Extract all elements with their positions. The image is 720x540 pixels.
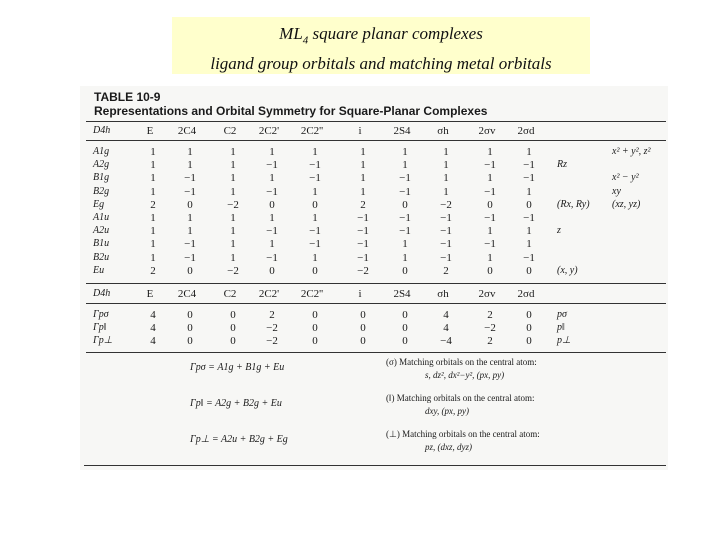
character-value: −1	[266, 225, 278, 238]
character-value: −2	[357, 264, 369, 277]
irrep-label: Eu	[93, 264, 105, 276]
character-value: 4	[443, 322, 449, 334]
scanned-table-page	[80, 86, 668, 470]
character-value: 1	[230, 185, 236, 198]
header-class: C2	[223, 288, 237, 300]
character-value: 0	[402, 322, 408, 334]
character-value: −1	[440, 212, 452, 224]
character-value: 1	[487, 251, 493, 264]
character-value: 0	[360, 335, 366, 347]
linear-rotation-basis: (Rx, Ry)	[557, 198, 590, 210]
irrep-label: B1u	[93, 238, 110, 250]
character-value: −2	[266, 335, 278, 347]
table-caption	[94, 90, 487, 118]
character-value: 0	[487, 264, 493, 277]
character-value: −1	[266, 159, 278, 172]
character-value: 1	[443, 172, 449, 185]
character-value: −1	[399, 225, 411, 238]
table-top-rule	[86, 121, 666, 122]
character-value: 0	[187, 335, 193, 347]
linear-rotation-basis: (x, y)	[557, 264, 578, 276]
character-value: −1	[523, 172, 535, 185]
character-value: 2	[487, 309, 493, 321]
character-value: 0	[402, 264, 408, 277]
character-value: 1	[487, 172, 493, 185]
character-value: 0	[402, 198, 408, 211]
header-class: 2σv	[478, 125, 496, 137]
character-value: 1	[269, 172, 275, 185]
character-value: −1	[184, 251, 196, 264]
character-value: 0	[526, 322, 532, 334]
character-value: 0	[526, 198, 532, 211]
character-value: 0	[360, 322, 366, 334]
character-value: 1	[526, 146, 532, 158]
character-value: 1	[402, 238, 408, 251]
character-value: −1	[357, 212, 369, 224]
character-value: −1	[440, 225, 452, 238]
character-value: −2	[266, 322, 278, 334]
character-value: 1	[487, 146, 493, 158]
character-value: 2	[360, 198, 366, 211]
character-value: 1	[360, 185, 366, 198]
character-value: −1	[309, 225, 321, 238]
header-class: σh	[437, 288, 449, 300]
character-value: −1	[266, 185, 278, 198]
character-value: −1	[484, 212, 496, 224]
title-line-2: ligand group orbitals and matching metal orbitals	[210, 54, 552, 74]
header-rule-2	[86, 303, 666, 304]
character-value: −1	[440, 238, 452, 251]
irrep-label: B2g	[93, 185, 110, 197]
character-value: 0	[230, 335, 236, 347]
character-value: 2	[487, 335, 493, 347]
linear-rotation-basis: z	[557, 225, 561, 237]
character-value: 1	[150, 238, 156, 251]
character-value: 1	[402, 159, 408, 172]
character-value: 1	[360, 172, 366, 185]
character-value: 1	[269, 238, 275, 251]
matching-orbitals-label: (σ) Matching orbitals on the central atom:	[386, 357, 537, 367]
character-value: −2	[227, 264, 239, 277]
header-class: i	[358, 125, 362, 137]
character-value: −1	[484, 185, 496, 198]
character-value: 0	[312, 335, 318, 347]
character-value: 2	[150, 198, 156, 211]
matching-orbitals: dxy, (px, py)	[425, 406, 469, 416]
character-value: −1	[399, 185, 411, 198]
header-class: 2σd	[517, 125, 535, 137]
character-value: 1	[187, 146, 193, 158]
character-value: 1	[443, 159, 449, 172]
character-value: 2	[443, 264, 449, 277]
character-value: 0	[187, 198, 193, 211]
character-value: 2	[269, 309, 275, 321]
character-value: 1	[230, 146, 236, 158]
character-value: −2	[227, 198, 239, 211]
character-value: −1	[309, 238, 321, 251]
character-value: 0	[312, 264, 318, 277]
character-value: 1	[150, 185, 156, 198]
linear-rotation-basis: Rz	[557, 159, 567, 171]
character-value: −1	[357, 225, 369, 238]
character-value: −1	[523, 212, 535, 224]
character-value: −1	[357, 238, 369, 251]
header-class: 2σv	[478, 288, 496, 300]
character-value: −1	[357, 251, 369, 264]
irrep-label: A1g	[93, 146, 110, 157]
character-value: −1	[309, 159, 321, 172]
character-value: 1	[150, 159, 156, 172]
character-value: 2	[150, 264, 156, 277]
quadratic-basis: (xz, yz)	[612, 198, 641, 210]
header-class: 2C2'	[258, 288, 280, 300]
character-value: 0	[269, 198, 275, 211]
character-value: 0	[487, 198, 493, 211]
character-value: 0	[312, 322, 318, 334]
character-value: 1	[150, 251, 156, 264]
matching-orbitals-label: (⊥) Matching orbitals on the central atom:	[386, 429, 540, 439]
quadratic-basis: xy	[612, 185, 621, 197]
character-value: 1	[230, 172, 236, 185]
character-value: 4	[443, 309, 449, 321]
reduction-equation: Γpσ = A1g + B1g + Eu	[190, 362, 285, 373]
ligand-orbital-basis: p‖	[557, 322, 565, 333]
character-value: 0	[269, 264, 275, 277]
ligand-orbital-basis: pσ	[557, 309, 567, 320]
character-value: 1	[150, 172, 156, 185]
character-value: 1	[526, 185, 532, 198]
character-value: −1	[184, 185, 196, 198]
character-value: 1	[312, 212, 318, 224]
character-value: 1	[187, 225, 193, 238]
slide-title	[172, 17, 590, 74]
header-class: 2S4	[393, 288, 411, 300]
header-class: 2S4	[393, 125, 411, 137]
table-bottom-rule	[84, 465, 666, 466]
character-value: 0	[187, 322, 193, 334]
character-value: 1	[360, 146, 366, 158]
ligand-orbital-basis: p⊥	[557, 335, 571, 346]
reducible-rule	[86, 352, 666, 353]
irrep-label: B1g	[93, 172, 110, 184]
reducible-label: Γp⊥	[93, 335, 113, 346]
character-value: 0	[526, 309, 532, 321]
character-value: 1	[150, 225, 156, 238]
character-value: 0	[360, 309, 366, 321]
header-class: C2	[223, 125, 237, 137]
character-value: 0	[230, 322, 236, 334]
character-value: 0	[187, 309, 193, 321]
irrep-label: B2u	[93, 251, 110, 263]
character-value: 1	[402, 251, 408, 264]
character-value: 1	[230, 212, 236, 224]
matching-orbitals: pz, (dxz, dyz)	[425, 442, 472, 452]
quadratic-basis: x² − y²	[612, 172, 639, 184]
character-value: −1	[266, 251, 278, 264]
character-value: −1	[184, 172, 196, 185]
header-class: 2C2''	[300, 288, 324, 300]
header-class: 2C4	[177, 288, 197, 300]
character-value: 1	[150, 212, 156, 224]
character-value: 1	[230, 225, 236, 238]
irrep-label: A1u	[93, 212, 110, 223]
character-value: 1	[230, 159, 236, 172]
character-value: 1	[526, 238, 532, 251]
quadratic-basis: x² + y², z²	[612, 146, 651, 157]
section-rule	[86, 283, 666, 284]
character-value: 0	[402, 309, 408, 321]
irrep-label: Eg	[93, 198, 105, 210]
character-value: −1	[440, 251, 452, 264]
character-value: −1	[484, 159, 496, 172]
character-value: −1	[484, 238, 496, 251]
character-value: 0	[526, 335, 532, 347]
character-value: −1	[184, 238, 196, 251]
character-value: 4	[150, 335, 156, 347]
character-value: 1	[312, 185, 318, 198]
character-value: 1	[150, 146, 156, 158]
irrep-label: A2g	[93, 159, 110, 171]
character-value: 4	[150, 322, 156, 334]
header-class: 2σd	[517, 288, 535, 300]
header-class: E	[146, 288, 154, 300]
header-class: 2C2'	[258, 125, 280, 137]
header-rule	[86, 140, 666, 141]
character-value: −2	[484, 322, 496, 334]
header-class: σh	[437, 125, 449, 137]
header-group-label: D4h	[93, 288, 111, 299]
character-value: −1	[399, 172, 411, 185]
matching-orbitals: s, dz², dx²−y², (px, py)	[425, 370, 505, 380]
character-value: 0	[526, 264, 532, 277]
character-value: 0	[312, 309, 318, 321]
reduction-equation: Γp⊥ = A2u + B2g + Eg	[190, 434, 288, 445]
header-class: 2C4	[177, 125, 197, 137]
character-value: −1	[309, 172, 321, 185]
reduction-equation: Γp‖ = A2g + B2g + Eu	[190, 398, 282, 409]
title-line-1: $ML_4$ square planar complexes	[279, 24, 483, 47]
character-value: 1	[312, 251, 318, 264]
header-class: E	[146, 125, 154, 137]
character-value: 1	[443, 146, 449, 158]
character-value: 1	[269, 212, 275, 224]
character-value: −4	[440, 335, 452, 347]
reducible-label: Γp‖	[93, 322, 107, 333]
header-group-label: D4h	[93, 125, 111, 136]
character-value: 0	[312, 198, 318, 211]
character-value: 1	[269, 146, 275, 158]
character-value: 1	[526, 225, 532, 238]
irrep-label: A2u	[93, 225, 110, 237]
character-value: 0	[402, 335, 408, 347]
character-value: −2	[440, 198, 452, 211]
character-value: 1	[443, 185, 449, 198]
character-value: 1	[312, 146, 318, 158]
character-value: 1	[230, 238, 236, 251]
character-value: 0	[230, 309, 236, 321]
character-value: 1	[487, 225, 493, 238]
character-value: 1	[402, 146, 408, 158]
character-value: 0	[187, 264, 193, 277]
reducible-label: Γpσ	[93, 309, 109, 320]
matching-orbitals-label: (‖) Matching orbitals on the central atom:	[386, 393, 535, 403]
header-class: 2C2''	[300, 125, 324, 137]
character-value: 1	[187, 212, 193, 224]
character-value: −1	[399, 212, 411, 224]
character-value: −1	[523, 251, 535, 264]
character-value: 1	[360, 159, 366, 172]
character-value: −1	[523, 159, 535, 172]
table-heading: Representations and Orbital Symmetry for Square-Planar Complexes	[94, 104, 488, 118]
character-value: 1	[187, 159, 193, 172]
character-value: 4	[150, 309, 156, 321]
table-number: TABLE 10-9	[94, 90, 161, 104]
character-value: 1	[230, 251, 236, 264]
header-class: i	[358, 288, 362, 300]
